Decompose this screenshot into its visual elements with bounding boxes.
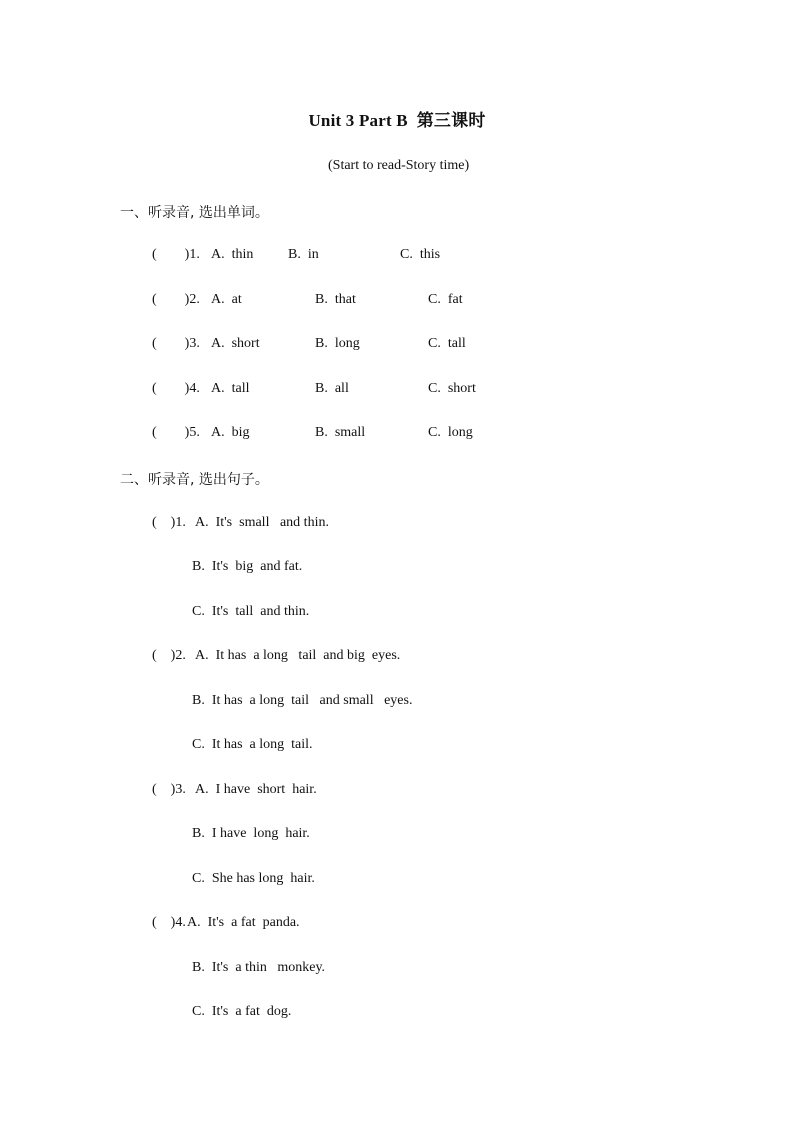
answer-blank[interactable]: ( )3. bbox=[152, 336, 200, 351]
page-subtitle: (Start to read-Story time) bbox=[328, 158, 470, 173]
option-a: A. It's small and thin. bbox=[195, 515, 329, 530]
answer-blank[interactable]: ( )2. bbox=[152, 292, 200, 307]
option-b: B. I have long hair. bbox=[192, 826, 310, 841]
option-c: C. fat bbox=[428, 292, 463, 307]
answer-blank[interactable]: ( )2. bbox=[152, 648, 186, 663]
option-a: A. at bbox=[211, 292, 242, 307]
option-a: A. It's a fat panda. bbox=[187, 915, 300, 930]
section-heading-1: 一、听录音, 选出单词。 bbox=[120, 205, 269, 221]
option-b: B. that bbox=[315, 292, 356, 307]
option-c: C. tall bbox=[428, 336, 466, 351]
option-b: B. in bbox=[288, 247, 319, 262]
option-c: C. long bbox=[428, 425, 473, 440]
page-title: Unit 3 Part B 第三课时 bbox=[308, 111, 486, 130]
option-c: C. It has a long tail. bbox=[192, 737, 313, 752]
option-c: C. She has long hair. bbox=[192, 871, 315, 886]
answer-blank[interactable]: ( )3. bbox=[152, 782, 186, 797]
option-b: B. It's big and fat. bbox=[192, 559, 303, 574]
option-b: B. long bbox=[315, 336, 360, 351]
option-c: C. this bbox=[400, 247, 441, 262]
section-heading-2: 二、听录音, 选出句子。 bbox=[120, 472, 269, 488]
option-a: A. I have short hair. bbox=[195, 782, 317, 797]
answer-blank[interactable]: ( )4. bbox=[152, 915, 186, 930]
answer-blank[interactable]: ( )1. bbox=[152, 515, 186, 530]
option-c: C. It's a fat dog. bbox=[192, 1004, 292, 1019]
option-b: B. small bbox=[315, 425, 366, 440]
option-a: A. big bbox=[211, 425, 250, 440]
option-a: A. thin bbox=[211, 247, 254, 262]
answer-blank[interactable]: ( )1. bbox=[152, 247, 200, 262]
option-b: B. all bbox=[315, 381, 349, 396]
option-b: B. It has a long tail and small eyes. bbox=[192, 693, 413, 708]
option-a: A. tall bbox=[211, 381, 250, 396]
option-a: A. short bbox=[211, 336, 260, 351]
option-a: A. It has a long tail and big eyes. bbox=[195, 648, 401, 663]
option-c: C. It's tall and thin. bbox=[192, 604, 310, 619]
answer-blank[interactable]: ( )4. bbox=[152, 381, 200, 396]
option-c: C. short bbox=[428, 381, 476, 396]
option-b: B. It's a thin monkey. bbox=[192, 960, 326, 975]
answer-blank[interactable]: ( )5. bbox=[152, 425, 200, 440]
